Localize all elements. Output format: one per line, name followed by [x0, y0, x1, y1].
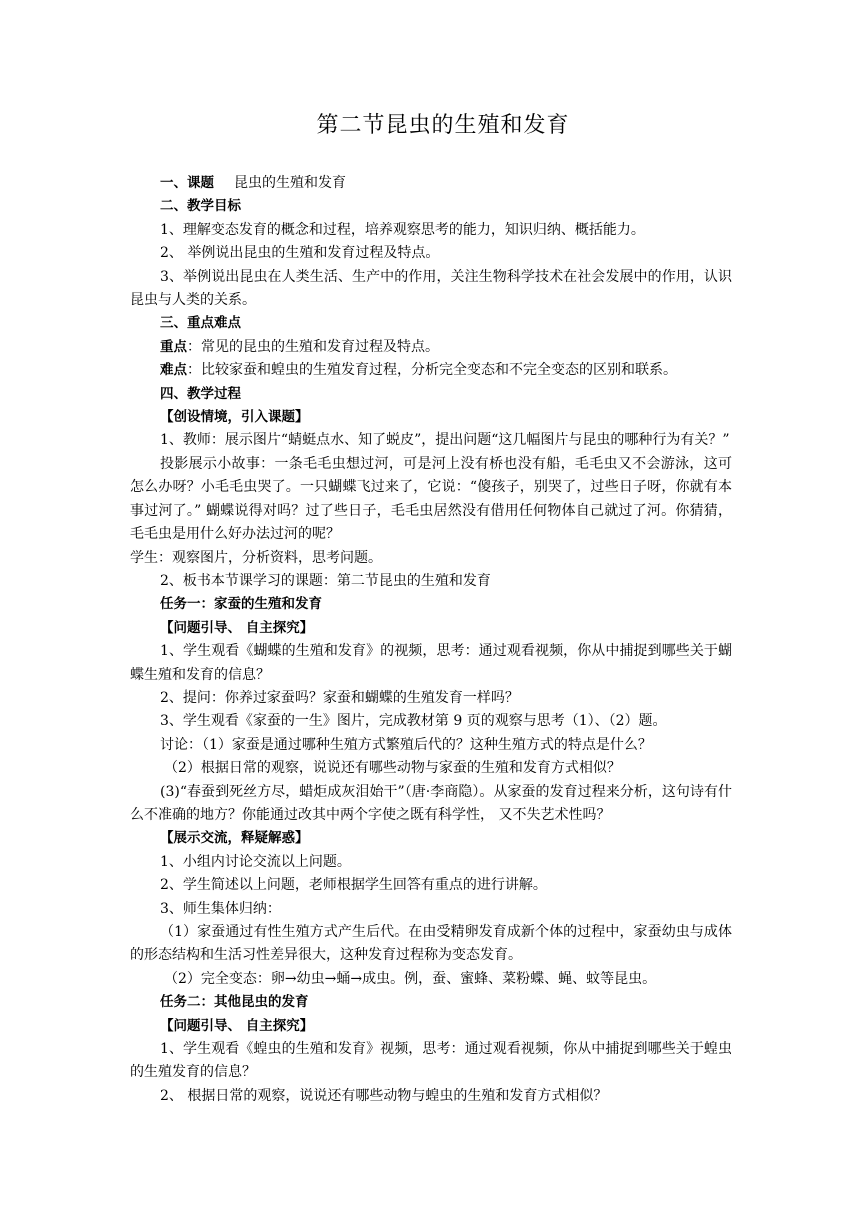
difficult-label: 难点	[160, 362, 187, 379]
paragraph-locust-video: 1、学生观看《蝗虫的生殖和发育》视频，思考：通过观看视频，你从中捕捉到哪些关于蝗虫的生殖发育的信息？	[130, 1041, 732, 1081]
task-2-heading: 任务二：其他昆虫的发育	[160, 994, 309, 1011]
subheading-situation: 【创设情境，引入课题】	[160, 409, 309, 426]
goal-1: 1、理解变态发育的概念和过程，培养观察思考的能力，知识归纳、概括能力。	[160, 221, 645, 238]
paragraph-silkworm-pictures: 3、学生观看《家蚕的一生》图片，完成教材第 9 页的观察与思考（1）、（2）题。	[160, 713, 667, 730]
section-2-line	[130, 195, 732, 218]
paragraph-summary-1: （1）家蚕通过有性生殖方式产生后代。在由受精卵发育成新个体的过程中，家蚕幼虫与成体的形态结构和生活习性差异很大，这种发育过程称为变态发育。	[130, 924, 732, 964]
section-4-line	[130, 383, 732, 406]
section-1-text: 昆虫的生殖和发育	[234, 175, 346, 191]
section-4-heading: 四、教学过程	[160, 385, 241, 402]
paragraph-discussion-1: 讨论：（1）家蚕是通过哪种生殖方式繁殖后代的？这种生殖方式的特点是什么？	[160, 736, 652, 753]
paragraph-student-observe: 学生：观察图片，分析资料，思考问题。	[130, 549, 382, 566]
paragraph-locust-similar: 2、 根据日常的观察，说说还有哪些动物与蝗虫的生殖和发育方式相似？	[160, 1087, 608, 1104]
paragraph-discussion-3: (3)“春蚕到死丝方尽，蜡炬成灰泪始干”（唐·李商隐）。从家蚕的发育过程来分析，这句诗有什么不准确的地方？你能通过改其中两个字使之既有科学性， 又不失艺术性吗？	[130, 783, 732, 823]
paragraph-teacher-show: 1、教师：展示图片“蜻蜓点水、知了蜕皮”，提出问题“这几幅图片与昆虫的哪种行为有关？”	[160, 432, 730, 449]
subheading-exchange: 【展示交流，释疑解惑】	[160, 830, 309, 847]
subheading-inquiry-1: 【问题引导、 自主探究】	[160, 619, 314, 636]
paragraph-student-describe: 2、学生简述以上问题，老师根据学生回答有重点的进行讲解。	[160, 877, 547, 894]
paragraph-discussion-2: （2）根据日常的观察，说说还有哪些动物与家蚕的生殖和发育方式相似？	[164, 760, 621, 777]
document-body	[130, 172, 732, 1108]
key-point	[130, 336, 732, 359]
paragraph-summary: 3、师生集体归纳：	[160, 900, 281, 917]
section-1-line	[130, 172, 732, 195]
section-1-heading: 一、课题	[160, 175, 214, 191]
section-3-heading: 三、重点难点	[160, 315, 241, 332]
page-title: 第二节昆虫的生殖和发育	[316, 113, 570, 138]
paragraph-group-discuss: 1、小组内讨论交流以上问题。	[160, 853, 351, 870]
paragraph-question-silkworm: 2、提问：你养过家蚕吗？家蚕和蝴蝶的生殖发育一样吗？	[160, 689, 519, 706]
subheading-inquiry-2: 【问题引导、 自主探究】	[160, 1017, 314, 1034]
paragraph-butterfly-video: 1、学生观看《蝴蝶的生殖和发育》的视频，思考：通过观看视频，你从中捕捉到哪些关于蝴蝶生殖和发育的信息？	[130, 643, 732, 683]
section-3-line	[130, 312, 732, 335]
task-1-heading: 任务一：家蚕的生殖和发育	[160, 596, 322, 613]
paragraph-board-title: 2、板书本节课学习的课题：第二节昆虫的生殖和发育	[160, 572, 491, 589]
section-2-heading: 二、教学目标	[160, 198, 241, 215]
paragraph-story: 投影展示小故事：一条毛毛虫想过河，可是河上没有桥也没有船，毛毛虫又不会游泳，这可怎么办呀？小毛毛虫哭了。一只蝴蝶飞过来了，它说：“傻孩子，别哭了，过些日子呀，你就有本事过河了。” 蝴蝶说得对吗？过了些日子，毛毛虫居然没有借用任何物体自己就过了河。你猜猜，毛毛虫是用什么好办法过河的呢？	[130, 455, 732, 543]
goal-3: 3、举例说出昆虫在人类生活、生产中的作用，关注生物科学技术在社会发展中的作用，认识昆虫与人类的关系。	[130, 268, 732, 309]
key-label: 重点	[160, 338, 187, 355]
difficult-text: ：比较家蚕和蝗虫的生殖发育过程，分析完全变态和不完全变态的区别和联系。	[187, 362, 677, 379]
key-text: ：常见的昆虫的生殖和发育过程及特点。	[187, 338, 439, 355]
paragraph-summary-2: （2）完全变态：卵→幼虫→蛹→成虫。例，蚕、蜜蜂、菜粉蝶、蝇、蚊等昆虫。	[164, 970, 657, 987]
difficult-point	[130, 359, 732, 382]
goal-2: 2、 举例说出昆虫的生殖和发育过程及特点。	[160, 245, 440, 262]
